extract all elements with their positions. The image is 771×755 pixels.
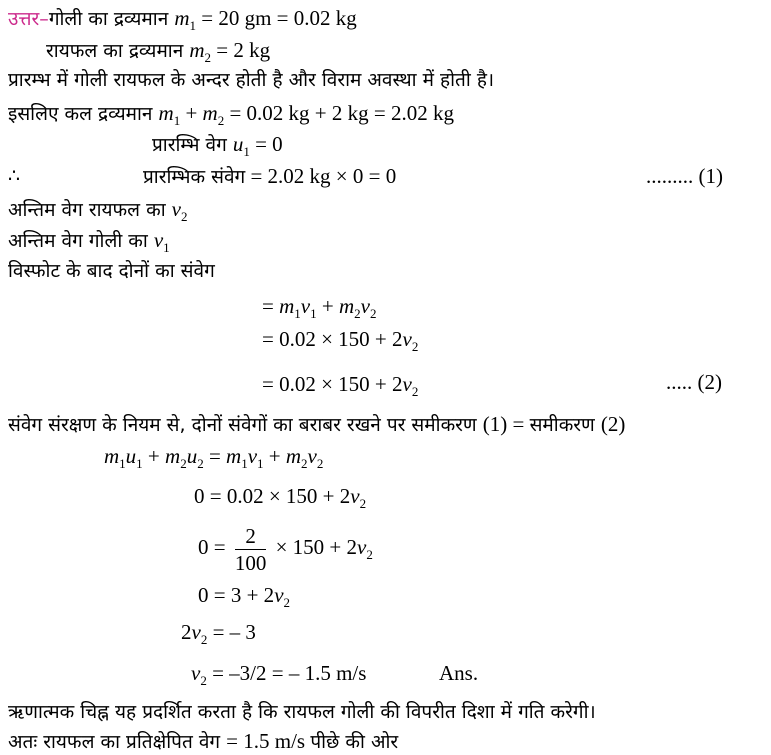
equation-momentum-sum: = $m_1v_1 + m_2v_2$ [262, 294, 377, 321]
answer-marker: Ans. [439, 661, 479, 685]
equation-tag-1: ......... (1) [646, 164, 723, 188]
line-total-mass: इसलिए कल द्रव्यमान $m_1 + m_2 = 0.02$ kg + 2 kg = 2.02 kg [8, 101, 454, 128]
equation-substituted-b: = $0.02 \times 150 + 2v_2$ [262, 372, 419, 399]
answer-label: उत्तर– [8, 8, 49, 30]
line-final-velocity-rifle: अन्तिम वेग रायफल का $v_2$ [8, 197, 188, 224]
equation-result: $v_2 = -3/2$ = – 1.5 m/s [191, 661, 367, 688]
line-recoil-velocity: अतः रायफल का प्रतिक्षेपित वेग = 1.5 m/s पीछे की ओर [8, 729, 399, 753]
line-final-velocity-bullet: अन्तिम वेग गोली का $v_1$ [8, 228, 170, 255]
equation-conservation: $m_1u_1 + m_2u_2 = m_1v_1 + m_2v_2$ [104, 444, 324, 471]
equation-tag-2: ..... (2) [666, 370, 722, 394]
line-initial-state: प्रारम्भ में गोली रायफल के अन्दर होती है और विराम अवस्था में होती है। [8, 69, 495, 91]
equation-step-4: $2v_2$ = – 3 [181, 620, 256, 647]
line-negative-sign-meaning: ऋणात्मक चिह्न यह प्रदर्शित करता है कि रायफल गोली की विपरीत दिशा में गति करेगी। [8, 701, 596, 723]
equation-step-2: 0 = $\frac{2}{100}$ × $150 + 2v_2$ [198, 523, 373, 575]
equation-substituted-a: = $0.02 \times 150 + 2v_2$ [262, 327, 419, 354]
fraction: $\frac{2}{100}$ [234, 523, 267, 575]
line-initial-velocity: प्रारम्भि वेग $u_1 = 0$ [152, 132, 283, 159]
line-rifle-mass: रायफल का द्रव्यमान $m_2 = 2$ kg [46, 38, 271, 65]
equation-step-3: $0 = 3 + 2v_2$ [198, 583, 291, 610]
therefore-symbol: ∴ [8, 165, 21, 187]
line-initial-momentum: प्रारम्भिक संवेग = 2.02 kg × 0 = 0 [143, 164, 397, 188]
line-bullet-mass: उत्तर–गोली का द्रव्यमान $m_1 = 20$ gm = 0.02 kg [8, 6, 357, 33]
line-momentum-after: विस्फोट के बाद दोनों का संवेग [8, 260, 215, 282]
equation-step-1: $0 = 0.02 \times 150 + 2v_2$ [194, 484, 367, 511]
line-conservation-law: संवेग संरक्षण के नियम से, दोनों संवेगों का बराबर रखने पर समीकरण (1) = समीकरण (2) [8, 412, 626, 436]
